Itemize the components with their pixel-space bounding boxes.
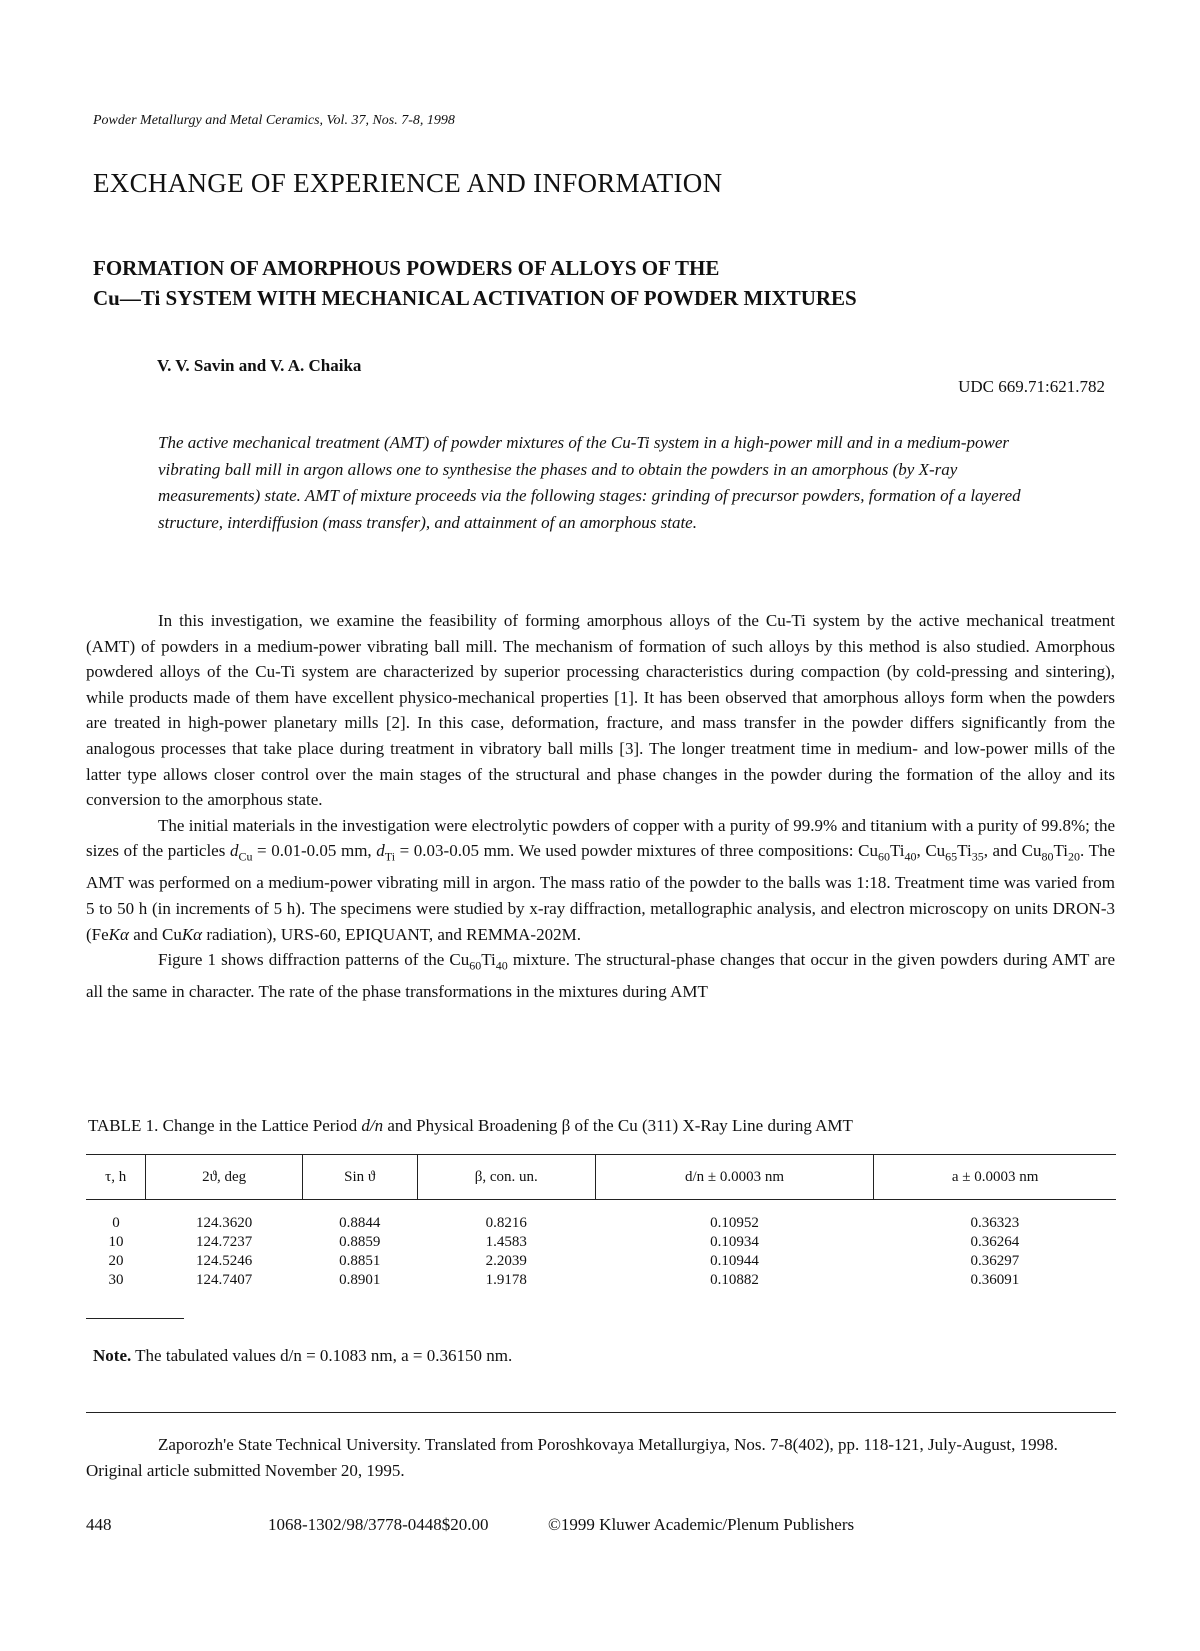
article-body [86,608,1115,1005]
table-cell: 0.10934 [710,1234,759,1250]
paragraph-2: The initial materials in the investigation were electrolytic powders of copper with a purity of 99.9% and titanium with a purity of 99.8%; the sizes of the particles $d_{Cu} = 0.01-0.05$ mm, $d_{Ti} = 0.03-0.05$ mm. We used powder mixtures of three compositions: $Cu_{60}Ti_{40}$, $Cu_{65}Ti_{35}$, and $Cu_{80}Ti_{20}$. The AMT was performed on a medium-power vibrating mill in argon. The mass ratio of the powder to the balls was 1:18. Treatment time was varied from 5 to 50 h (in increments of 5 h). The specimens were studied by x-ray diffraction, metallographic analysis, and electron microscopy on units DRON-3 (FeKα and CuKα radiation), URS-60, EPIQUANT, and REMMA-202M. [86,815,1115,944]
table-cell: 0.36297 [970,1253,1020,1269]
table-cell: 124.3620 [196,1215,253,1231]
col-header-time: τ, h [86,1155,146,1200]
composition-3: $Cu_{80}Ti_{20}$ [1021,841,1081,864]
table-cell: 124.5246 [196,1253,253,1269]
section-heading: EXCHANGE OF EXPERIENCE AND INFORMATION [93,168,723,198]
table-cell: 20 [108,1253,124,1269]
table-cell: 30 [108,1272,124,1288]
table-cell: 124.7407 [196,1272,253,1288]
table-row [86,1200,1116,1234]
table-row [86,1233,1116,1252]
article-title-line-1: FORMATION OF AMORPHOUS POWDERS OF ALLOYS OF THE [93,256,720,280]
footer-divider [86,1412,1116,1413]
table-note: Note. The tabulated values d/n = 0.1083 nm, a = 0.36150 nm. [93,1346,513,1365]
table-row [86,1252,1116,1271]
copyright: ©1999 Kluwer Academic/Plenum Publishers [548,1515,855,1534]
table-cell: 0 [112,1215,120,1231]
col-header-dn: d/n ± 0.0003 nm [595,1155,873,1200]
composition-2: $Cu_{65}Ti_{35}$ [925,841,984,864]
table-cell: 0.8859 [339,1234,381,1250]
table-row [86,1271,1116,1290]
table-cell: 0.10952 [710,1215,759,1231]
composition-1: $Cu_{60}Ti_{40}$ [858,841,917,864]
affiliation-text: Zaporozh'e State Technical University. Translated from Poroshkovaya Metallurgiya, Nos. 7-8(402), pp. 118-121, July-August, 1998. Original article submitted November 20, 1995. [86,1435,1058,1480]
table-caption: TABLE 1. Change in the Lattice Period d/n and Physical Broadening β of the Cu (311) X-Ray Line during AMT [88,1116,853,1135]
issn-code: 1068-1302/98/3778-0448$20.00 [268,1515,489,1534]
table-cell: 1.9178 [485,1272,527,1288]
table-header-row [86,1155,1116,1200]
abstract-text: The active mechanical treatment (AMT) of powder mixtures of the Cu-Ti system in a high-power mill and in a medium-power vibrating ball mill in argon allows one to synthesise the phases and to obtain the powders in an amorphous (by X-ray measurements) state. AMT of mixture proceeds via the following stages: grinding of precursor powders, formation of a layered structure, interdiffusion (mass transfer), and attainment of an amorphous state. [158,433,1021,532]
col-header-two-theta: 2ϑ, deg [146,1155,302,1200]
col-header-beta: β, con. un. [417,1155,595,1200]
abstract [158,430,1058,536]
table-cell: 0.8216 [485,1215,527,1231]
table-cell: 2.2039 [485,1253,527,1269]
table-cell: 0.8851 [339,1253,381,1269]
table-cell: 0.36323 [970,1215,1020,1231]
table-cell: 0.8844 [339,1215,381,1231]
paragraph-3: Figure 1 shows diffraction patterns of the $Cu_{60}Ti_{40}$ mixture. The structural-phase changes that occur in the given powders during AMT are all the same in character. The rate of the phase transformations in the mixtures during AMT [86,950,1115,1002]
table-cell: 0.8901 [339,1272,381,1288]
table-footnote-divider [86,1318,184,1319]
table-cell: 0.10882 [710,1272,759,1288]
table-cell: 10 [108,1234,124,1250]
paragraph-1: In this investigation, we examine the feasibility of forming amorphous alloys of the Cu-Ti system by the active mechanical treatment (AMT) of powders in a medium-power vibrating ball mill. The mechanism of formation of such alloys by this method is also studied. Amorphous powdered alloys of the Cu-Ti system are characterized by superior processing characteristics during compaction (by cold-pressing and sintering), while products made of them have excellent physico-mechanical properties [1]. It has been observed that amorphous alloys form when the powders are treated in high-power planetary mills [2]. In this case, deformation, fracture, and mass transfer in the powder differs significantly from the analogous processes that take place during treatment in vibratory ball mills [3]. The longer treatment time in medium- and low-power mills of the latter type allows closer control over the main stages of the structural and phase changes in the powder during the formation of the alloy and its conversion to the amorphous state. [86,611,1115,810]
authors: V. V. Savin and V. A. Chaika [157,356,362,375]
col-header-sin-theta: Sin ϑ [302,1155,417,1200]
table-cell: 0.10944 [710,1253,759,1269]
col-header-a: a ± 0.0003 nm [874,1155,1116,1200]
affiliation-note [86,1432,1116,1484]
udc-code: UDC 669.71:621.782 [958,377,1105,396]
article-title-line-2: Cu—Ti SYSTEM WITH MECHANICAL ACTIVATION OF POWDER MIXTURES [93,286,857,310]
article-title [93,253,857,313]
table-cell: 0.36264 [970,1234,1020,1250]
table-cell: 0.36091 [970,1272,1020,1288]
table-cell: 1.4583 [485,1234,527,1250]
table-cell: 124.7237 [196,1234,253,1250]
journal-citation: Powder Metallurgy and Metal Ceramics, Vol. 37, Nos. 7-8, 1998 [93,113,455,128]
data-table [86,1154,1116,1290]
page-number: 448 [86,1515,112,1534]
